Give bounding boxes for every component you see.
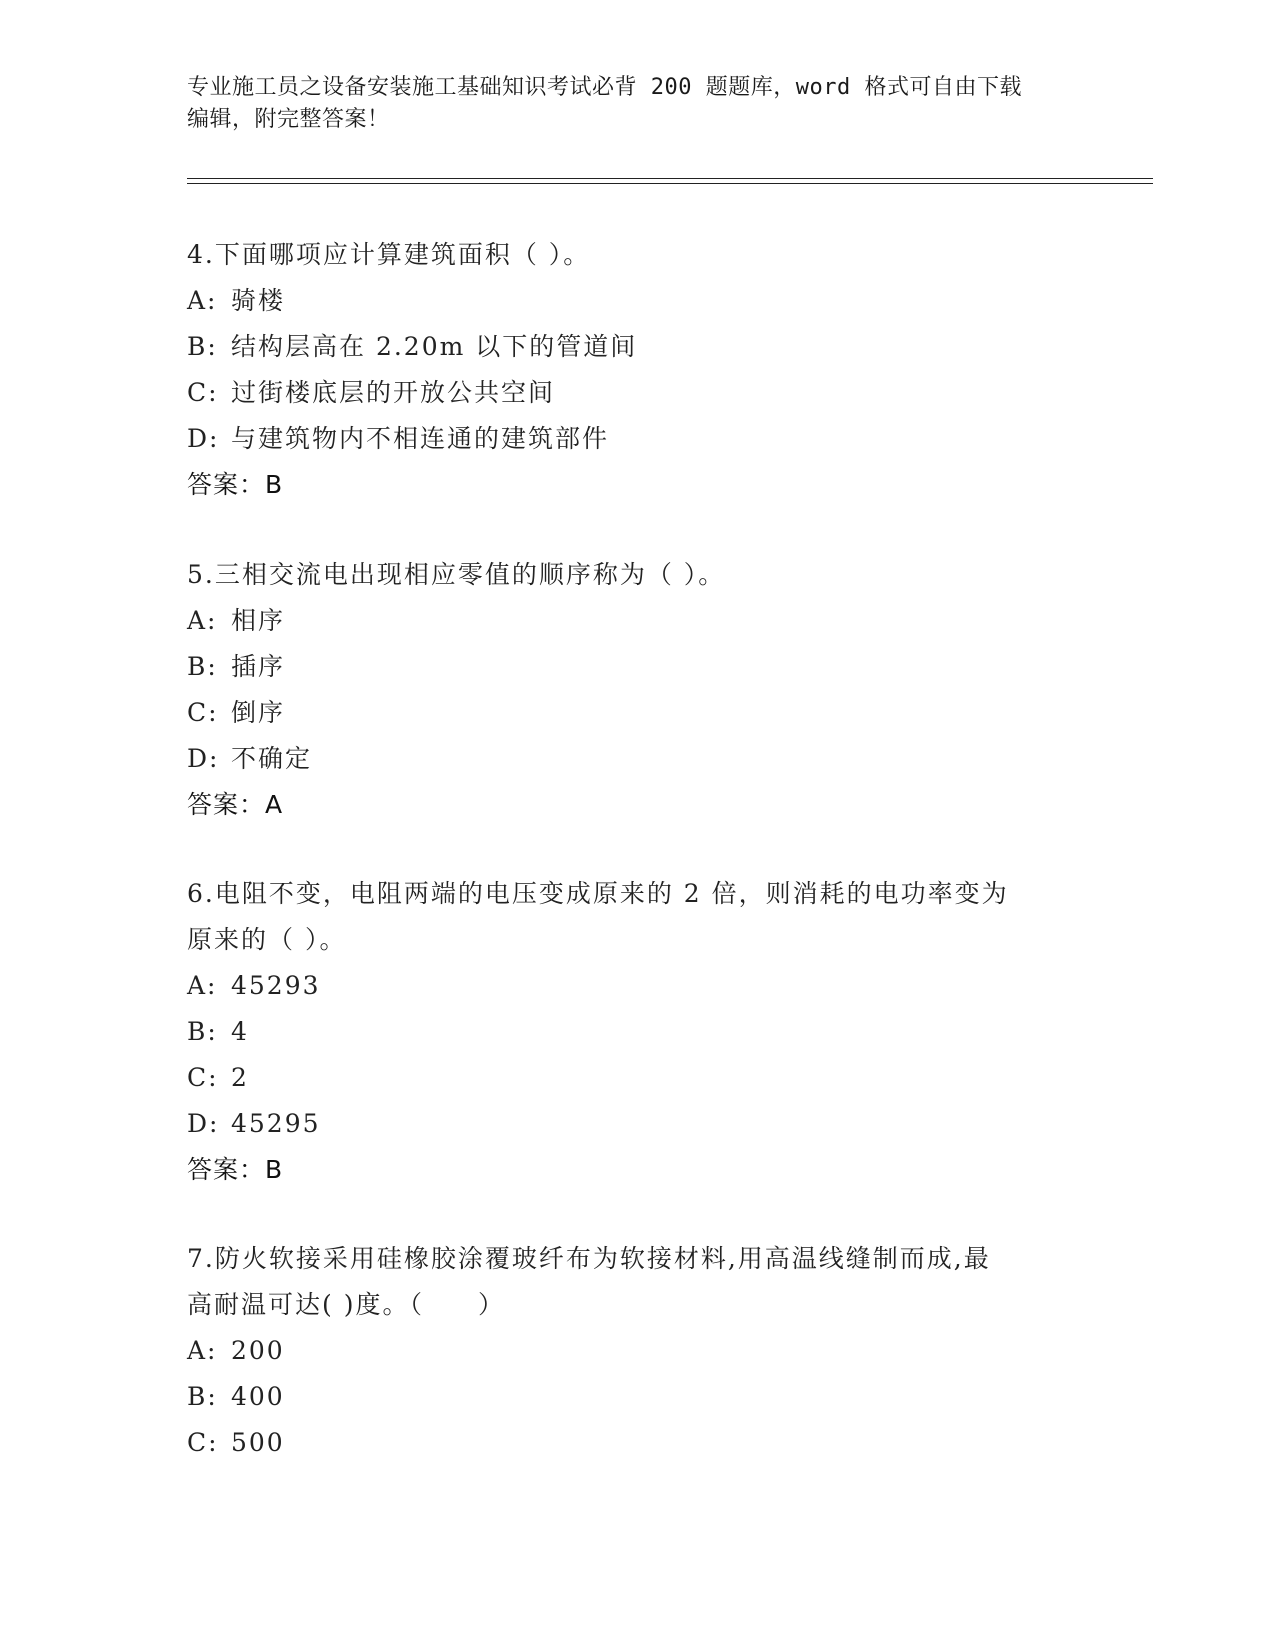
option-a	[187, 278, 1067, 324]
option-text: 2	[231, 1063, 249, 1092]
option-text: 45293	[231, 971, 321, 1000]
header-line-2: 编辑，附完整答案！	[187, 107, 390, 132]
option-letter: A:	[187, 606, 218, 635]
option-a	[187, 1328, 1067, 1374]
option-text: 相序	[231, 606, 286, 635]
header-divider-bottom	[187, 183, 1153, 184]
question-5	[187, 552, 1067, 828]
option-letter: C:	[187, 698, 219, 727]
option-d	[187, 736, 1067, 782]
option-text: 倒序	[231, 698, 286, 727]
document-header	[187, 72, 1067, 136]
option-text: 不确定	[231, 744, 313, 773]
option-text: 过街楼底层的开放公共空间	[231, 378, 556, 407]
question-title: 5.三相交流电出现相应零值的顺序称为（ ）。	[187, 560, 726, 589]
option-letter: B:	[187, 1382, 218, 1411]
option-c	[187, 1055, 1067, 1101]
option-text: 插序	[231, 652, 286, 681]
option-text: 400	[231, 1382, 285, 1411]
question-title-line-2: 高耐温可达( )度。（ ）	[187, 1290, 505, 1319]
answer-label: 答案：A	[187, 790, 284, 819]
option-text: 4	[231, 1017, 249, 1046]
option-d	[187, 1101, 1067, 1147]
option-b	[187, 324, 1067, 370]
option-c	[187, 370, 1067, 416]
question-title-line-1: 7.防火软接采用硅橡胶涂覆玻纤布为软接材料,用高温线缝制而成,最	[187, 1244, 991, 1273]
option-letter: D:	[187, 1109, 220, 1138]
question-7	[187, 1236, 1067, 1466]
option-b	[187, 1374, 1067, 1420]
option-letter: A:	[187, 286, 218, 315]
option-letter: D:	[187, 424, 220, 453]
option-letter: B:	[187, 332, 218, 361]
option-letter: C:	[187, 1428, 219, 1457]
option-text: 结构层高在 2.20m 以下的管道间	[231, 332, 638, 361]
question-title-line-1: 6.电阻不变，电阻两端的电压变成原来的 2 倍，则消耗的电功率变为	[187, 879, 1009, 908]
question-6	[187, 871, 1067, 1193]
option-d	[187, 416, 1067, 462]
option-b	[187, 644, 1067, 690]
option-c	[187, 690, 1067, 736]
option-letter: D:	[187, 744, 220, 773]
option-text: 500	[231, 1428, 285, 1457]
header-divider-top	[187, 178, 1153, 179]
question-4	[187, 232, 1067, 508]
option-letter: B:	[187, 1017, 218, 1046]
option-text: 骑楼	[231, 286, 286, 315]
option-b	[187, 1009, 1067, 1055]
answer-label: 答案：B	[187, 1155, 284, 1184]
header-line-1: 专业施工员之设备安装施工基础知识考试必背 200 题题库，word 格式可自由下载	[187, 75, 1022, 100]
question-title-line-2: 原来的（ ）。	[187, 925, 347, 954]
answer-label: 答案：B	[187, 470, 284, 499]
option-a	[187, 598, 1067, 644]
option-letter: A:	[187, 971, 218, 1000]
option-letter: A:	[187, 1336, 218, 1365]
option-text: 与建筑物内不相连通的建筑部件	[231, 424, 610, 453]
option-text: 200	[231, 1336, 285, 1365]
option-c	[187, 1420, 1067, 1466]
option-letter: C:	[187, 378, 219, 407]
option-letter: B:	[187, 652, 218, 681]
question-title: 4.下面哪项应计算建筑面积（ ）。	[187, 240, 591, 269]
option-a	[187, 963, 1067, 1009]
option-letter: C:	[187, 1063, 219, 1092]
option-text: 45295	[231, 1109, 321, 1138]
